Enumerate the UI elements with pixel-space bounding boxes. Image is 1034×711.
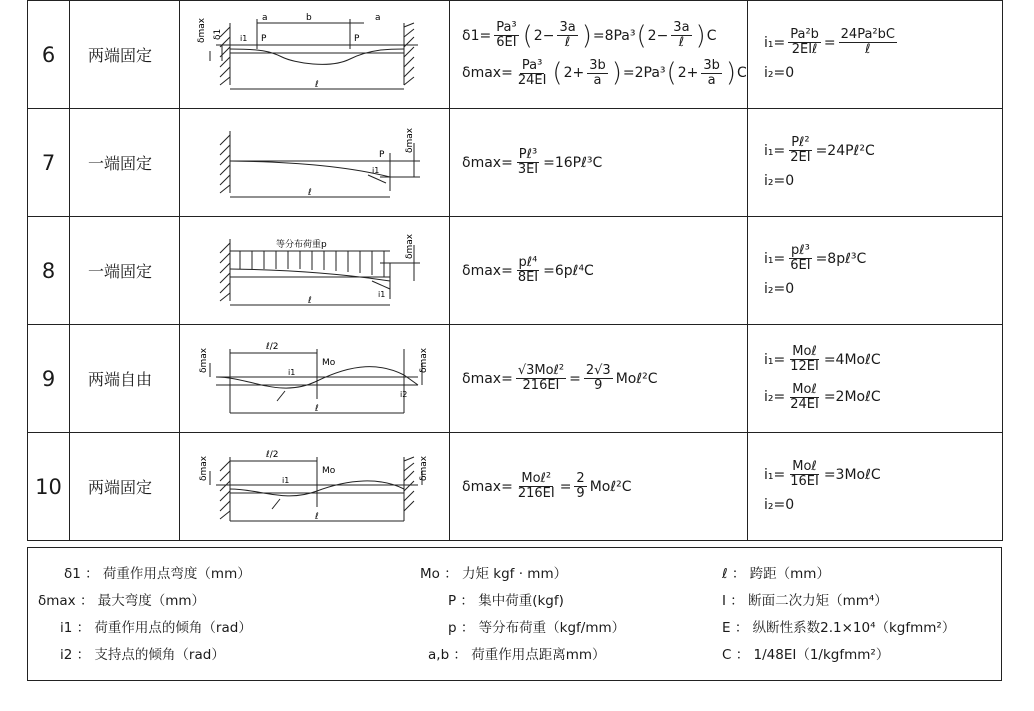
dmax-label: δmax xyxy=(404,233,415,259)
dim-a-right: a xyxy=(374,12,381,23)
angle-i1: i1 xyxy=(371,165,379,175)
legend-i1: i1 ： 荷重作用点的倾角（rad） xyxy=(60,620,252,636)
dmax-left-label: δmax xyxy=(198,347,209,373)
support-type: 一端固定 xyxy=(70,217,180,325)
deflection-formula: δmax= $\frac{\text{√3Moℓ²}}{216EI}$ = $\frac{2√3}{9}$ Moℓ²C xyxy=(450,325,748,433)
beam-diagram xyxy=(180,109,450,217)
case-number: 8 xyxy=(28,217,70,325)
cantilever-distributed-load-diagram xyxy=(190,221,440,321)
beam-diagram xyxy=(180,217,450,325)
span-label: ℓ xyxy=(307,187,312,198)
span-label: ℓ xyxy=(314,511,319,522)
moment-label: Mo xyxy=(321,465,335,476)
legend-P: P ： 集中荷重(kgf) xyxy=(448,593,564,609)
slope-i1: i₁= $\frac{\text{Pa²b}}{\text{2EIℓ}}$ = $\frac{\text{24Pa²bC}}{\text{ℓ}}$ xyxy=(764,26,895,57)
slope-formula xyxy=(748,1,1003,109)
slope-i2: i₂=0 xyxy=(764,281,795,298)
legend-dmax: δmax ： 最大弯度（mm） xyxy=(38,593,206,609)
fixed-fixed-two-loads-diagram xyxy=(190,5,440,105)
slope-formula xyxy=(748,325,1003,433)
table-row xyxy=(28,325,1003,433)
fixed-fixed-moment-diagram xyxy=(190,437,440,537)
beam-diagram xyxy=(180,433,450,541)
dmax-label: δmax xyxy=(404,127,415,153)
span-label: ℓ xyxy=(307,295,312,306)
d1-label: δ1 xyxy=(212,28,223,40)
slope-i1: i₁= $\frac{\text{Pℓ²}}{2EI}$ =24Pℓ²C xyxy=(764,134,875,165)
legend-E: E ： 纵断性系数2.1×10⁴（kgfmm²） xyxy=(722,620,956,636)
support-type: 一端固定 xyxy=(70,109,180,217)
legend-d1: δ1 ： 荷重作用点弯度（mm） xyxy=(64,566,251,582)
angle-i2: i2 xyxy=(399,389,407,399)
dmax-right-label: δmax xyxy=(418,347,429,373)
beam-formula-table xyxy=(27,0,1003,541)
load-p-left: P xyxy=(260,33,266,44)
deflection-formula: δmax= $\frac{\text{pℓ⁴}}{8EI}$ =6pℓ⁴C xyxy=(450,217,748,325)
legend-i2: i2 ： 支持点的倾角（rad） xyxy=(60,647,225,663)
load-p-right: P xyxy=(353,33,359,44)
formula-dmax: δmax= $\frac{\text{Pa³}}{24EI}$ ( 2+ $\frac{3b}{a}$ ) =2Pa³ ( 2+ $\frac{3b}{a}$ ) C xyxy=(462,57,747,89)
dmax-left-label: δmax xyxy=(198,455,209,481)
formula-d1: δ1= $\frac{\text{Pa³}}{6EI}$ ( 2− $\frac{3a}{\text{ℓ}}$ ) =8Pa³ ( 2− $\frac{3a}{\text{ℓ}}$ ) C xyxy=(462,19,717,51)
beam-diagram xyxy=(180,1,450,109)
support-type: 两端自由 xyxy=(70,325,180,433)
support-type: 两端固定 xyxy=(70,433,180,541)
deflection-formula: δmax= $\frac{\text{Pℓ³}}{3EI}$ =16Pℓ³C xyxy=(450,109,748,217)
slope-formula xyxy=(748,433,1003,541)
case-number: 6 xyxy=(28,1,70,109)
deflection-formula xyxy=(450,1,748,109)
free-free-moment-diagram xyxy=(190,329,440,429)
angle-i1: i1 xyxy=(377,289,385,299)
slope-i2: i₂=0 xyxy=(764,173,795,190)
slope-i1: i₁= $\frac{\text{Moℓ}}{16EI}$ =3MoℓC xyxy=(764,458,881,489)
support-type: 两端固定 xyxy=(70,1,180,109)
load-p: P xyxy=(378,149,384,160)
legend-mo: Mo ： 力矩 kgf · mm） xyxy=(420,566,568,582)
angle-i1: i1 xyxy=(239,33,247,43)
legend-l: ℓ ： 跨距（mm） xyxy=(722,566,830,582)
dmax-label: δmax xyxy=(196,17,207,43)
legend-I: I ： 断面二次力矩（mm⁴） xyxy=(722,593,888,609)
slope-formula xyxy=(748,217,1003,325)
half-span-label: ℓ/2 xyxy=(265,341,278,352)
slope-i2: i₂= $\frac{\text{Moℓ}}{24EI}$ =2MoℓC xyxy=(764,381,881,412)
moment-label: Mo xyxy=(321,357,335,368)
slope-i1: i₁= $\frac{\text{pℓ³}}{6EI}$ =8pℓ³C xyxy=(764,242,867,273)
slope-formula xyxy=(748,109,1003,217)
case-number: 10 xyxy=(28,433,70,541)
case-number: 7 xyxy=(28,109,70,217)
legend-ab: a,b ： 荷重作用点距离mm） xyxy=(428,647,606,663)
table-row xyxy=(28,1,1003,109)
legend-p: p ： 等分布荷重（kgf/mm） xyxy=(448,620,626,636)
slope-i2: i₂=0 xyxy=(764,497,795,514)
deflection-formula: δmax= $\frac{\text{Moℓ²}}{216EI}$ = $\frac{2}{9}$ Moℓ²C xyxy=(450,433,748,541)
beam-diagram xyxy=(180,325,450,433)
slope-i1: i₁= $\frac{\text{Moℓ}}{12EI}$ =4MoℓC xyxy=(764,343,881,375)
half-span-label: ℓ/2 xyxy=(265,449,278,460)
span-label: ℓ xyxy=(314,79,319,90)
table-row xyxy=(28,217,1003,325)
case-number: 9 xyxy=(28,325,70,433)
table-row xyxy=(28,109,1003,217)
dim-b: b xyxy=(305,12,312,23)
angle-i1: i1 xyxy=(281,475,289,485)
slope-i2: i₂=0 xyxy=(764,65,795,82)
dim-a-left: a xyxy=(261,12,268,23)
angle-i1: i1 xyxy=(287,367,295,377)
dmax-right-label: δmax xyxy=(418,455,429,481)
table-row xyxy=(28,433,1003,541)
symbol-legend xyxy=(27,547,1002,681)
legend-C: C ： 1/48EI（1/kgfmm²） xyxy=(722,647,890,663)
span-label: ℓ xyxy=(314,403,319,414)
cantilever-point-load-diagram xyxy=(190,113,440,213)
distributed-load-label: 等分布荷重p xyxy=(275,239,327,250)
